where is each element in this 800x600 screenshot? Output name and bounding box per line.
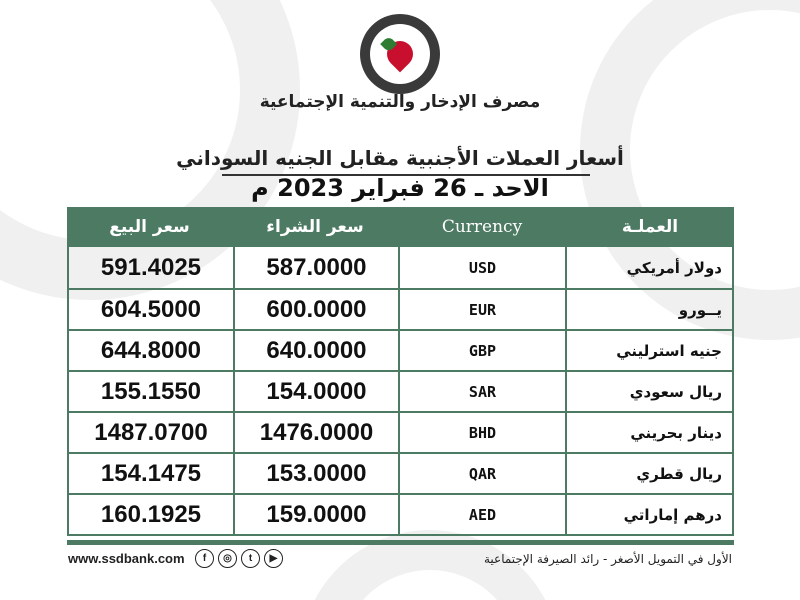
sell-price: 1487.0700: [94, 418, 208, 446]
sell-price: 644.8000: [100, 336, 202, 364]
header-sell-price: سعر البيع: [109, 217, 190, 237]
instagram-icon[interactable]: ◎: [218, 549, 237, 568]
currency-name: دينار بحريني: [565, 413, 732, 452]
page-title: أسعار العملات الأجنبية مقابل الجنيه السوداني: [176, 146, 624, 170]
table-row: [69, 452, 732, 493]
currency-code: SAR: [398, 372, 565, 411]
sell-price: 155.1550: [100, 377, 202, 405]
table-row: [69, 247, 732, 288]
header-buy-price: سعر الشراء: [266, 217, 364, 237]
buy-price: 153.0000: [233, 454, 398, 493]
logo-fruit-icon: [382, 36, 419, 73]
sell-price: 154.1475: [100, 459, 202, 487]
currency-code: BHD: [398, 413, 565, 452]
buy-price: 587.0000: [233, 247, 398, 288]
currency-name: ريال قطري: [565, 454, 732, 493]
buy-price: 1476.0000: [233, 413, 398, 452]
table-row: [69, 411, 732, 452]
buy-price: 154.0000: [233, 372, 398, 411]
page-date: الاحد ـ 26 فبراير 2023 م: [251, 174, 549, 202]
table-row: [69, 288, 732, 329]
website-link[interactable]: www.ssdbank.com: [68, 551, 185, 566]
currency-code: EUR: [398, 290, 565, 329]
table-body: [67, 247, 734, 536]
twitter-icon[interactable]: t: [241, 549, 260, 568]
currency-code: QAR: [398, 454, 565, 493]
currency-code: AED: [398, 495, 565, 534]
currency-code: USD: [398, 247, 565, 288]
currency-name: دولار أمريكي: [565, 247, 732, 288]
buy-price: 600.0000: [233, 290, 398, 329]
currency-name: درهم إماراتي: [565, 495, 732, 534]
bank-logo: [360, 14, 440, 94]
table-row: [69, 329, 732, 370]
footer-divider: [67, 540, 734, 545]
header-currency-en: Currency: [441, 217, 523, 237]
sell-price: 160.1925: [100, 500, 202, 528]
table-header: [67, 207, 734, 247]
currency-name: جنيه استرليني: [565, 331, 732, 370]
currency-name: ريال سعودي: [565, 372, 732, 411]
bank-slogan: الأول في التمويل الأصغر - رائد الصيرفة الإجتماعية: [483, 552, 732, 566]
currency-name: يــورو: [565, 290, 732, 329]
buy-price: 159.0000: [233, 495, 398, 534]
table-row: [69, 370, 732, 411]
logo-emblem: [370, 24, 430, 84]
sell-price: 604.5000: [100, 295, 202, 323]
buy-price: 640.0000: [233, 331, 398, 370]
header-currency-ar: العملـة: [621, 217, 679, 237]
exchange-rate-table: [67, 207, 734, 536]
facebook-icon[interactable]: f: [195, 549, 214, 568]
currency-code: GBP: [398, 331, 565, 370]
bank-name: مصرف الإدخار والتنمية الإجتماعية: [259, 92, 541, 112]
sell-price: 591.4025: [100, 253, 202, 281]
social-links: [195, 549, 283, 568]
youtube-icon[interactable]: ▶: [264, 549, 283, 568]
table-row: [69, 493, 732, 534]
